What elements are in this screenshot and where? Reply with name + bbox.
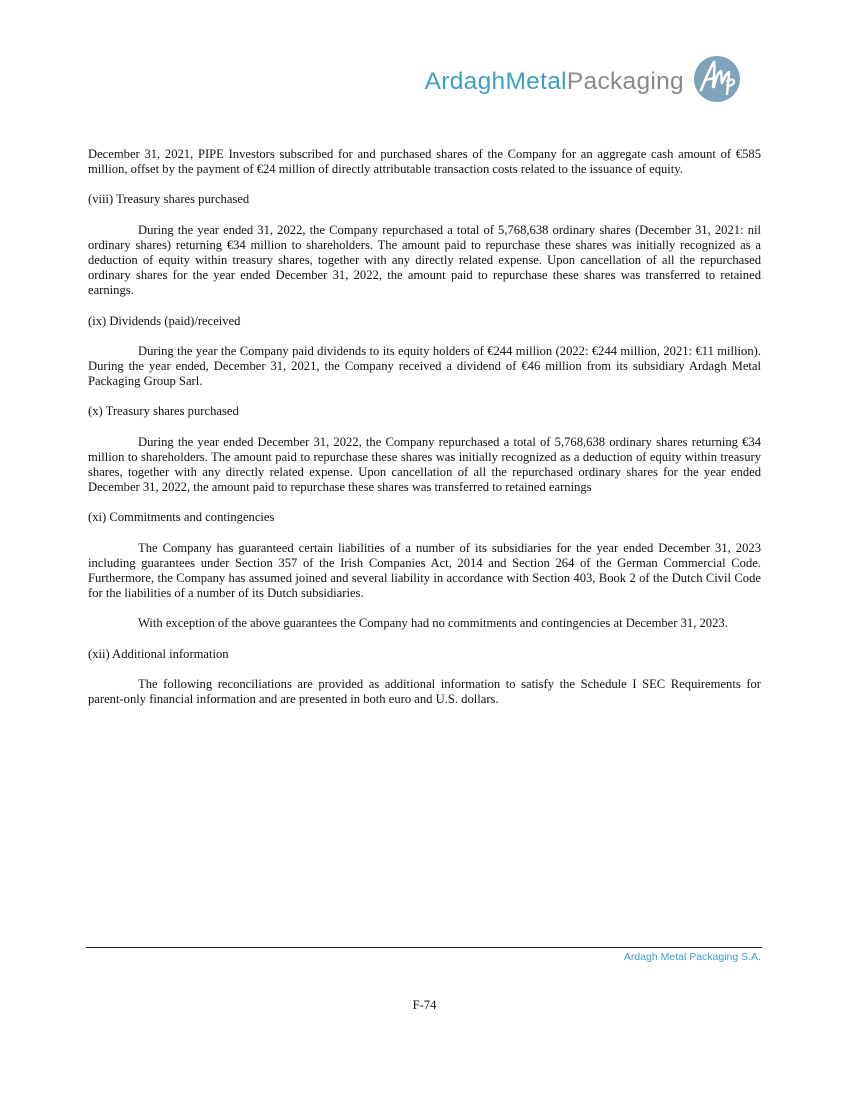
heading-treasury-shares-x: (x) Treasury shares purchased bbox=[88, 404, 239, 419]
footer-company-name: Ardagh Metal Packaging S.A. bbox=[623, 951, 761, 963]
amp-logo-icon bbox=[692, 54, 742, 104]
company-logo-wordmark bbox=[425, 68, 684, 96]
paragraph-commitments-xi-guarantees: The Company has guaranteed certain liabilities of a number of its subsidiaries for the year ended December 31, 2023 including guarantees under Section 357 of the Irish Companies Act, 2014 and Section 264 of the German Commercial Code. Furthermore, the Company has assumed joined and several liability in accordance with Section 403, Book 2 of the Dutch Civil Code for the liabilities of a number of its Dutch subsidiaries. bbox=[88, 540, 761, 601]
paragraph-dividends-ix: During the year the Company paid dividends to its equity holders of €244 million (2022: €244 million, 2021: €11 million). During the year ended, December 31, 2021, the Company received a dividend of €46 million from its subsidiary Ardagh Metal Packaging Group Sarl. bbox=[88, 343, 761, 389]
heading-dividends-ix: (ix) Dividends (paid)/received bbox=[88, 313, 241, 328]
logo-word-metal: Metal bbox=[505, 68, 567, 95]
paragraph-additional-information-xii: The following reconciliations are provided as additional information to satisfy the Schedule I SEC Requirements for parent-only financial information and are presented in both euro and U.S. dollars. bbox=[88, 676, 761, 707]
logo-word-ardagh: Ardagh bbox=[424, 68, 506, 95]
paragraph-treasury-shares-viii: During the year ended 31, 2022, the Company repurchased a total of 5,768,638 ordinary shares (December 31, 2021: nil ordinary shares) returning €34 million to shareholders. The amount paid to repurchase these shares was initially recognized as a deduction of equity within treasury shares, together with any directly related expense. Upon cancellation of all the repurchased ordinary shares for the year ended December 31, 2022, the amount paid to repurchase these shares was transferred to retained earnings. bbox=[88, 222, 761, 298]
heading-commitments-xi: (xi) Commitments and contingencies bbox=[88, 510, 275, 525]
paragraph-treasury-shares-x: During the year ended December 31, 2022, the Company repurchased a total of 5,768,638 ordinary shares returning €34 million to shareholders. The amount paid to repurchase these shares was initially recognized as a deduction of equity within treasury shares, together with any directly related expense. Upon cancellation of all the repurchased ordinary shares for the year ended December 31, 2022, the amount paid to repurchase these shares was transferred to retained earnings bbox=[88, 434, 761, 495]
page-header bbox=[0, 52, 849, 112]
paragraph-pipe-investors: December 31, 2021, PIPE Investors subscribed for and purchased shares of the Company for an aggregate cash amount of €585 million, offset by the payment of €24 million of directly attributable transaction costs related to the issuance of equity. bbox=[88, 147, 761, 177]
page-number: F-74 bbox=[412, 998, 437, 1012]
heading-treasury-shares-viii: (viii) Treasury shares purchased bbox=[88, 192, 250, 207]
heading-additional-information-xii: (xii) Additional information bbox=[88, 646, 229, 661]
logo-word-packaging: Packaging bbox=[566, 68, 684, 95]
footer-divider bbox=[86, 947, 762, 948]
document-body bbox=[88, 147, 761, 707]
paragraph-commitments-xi-exception: With exception of the above guarantees the Company had no commitments and contingencies at December 31, 2023. bbox=[138, 616, 728, 631]
